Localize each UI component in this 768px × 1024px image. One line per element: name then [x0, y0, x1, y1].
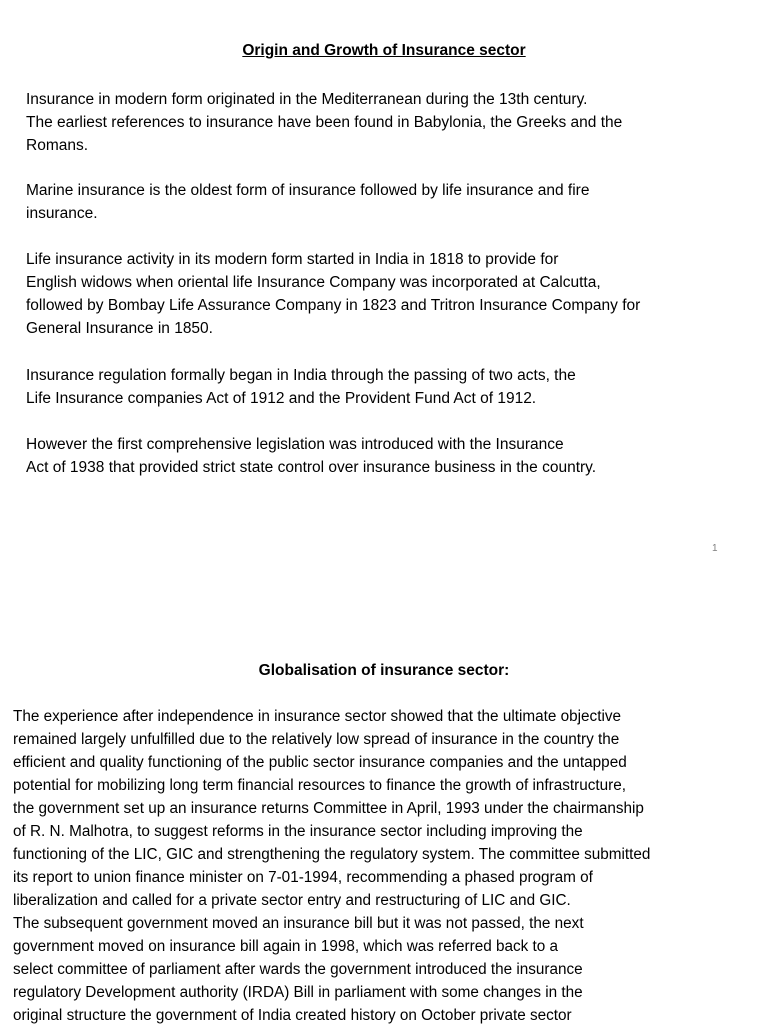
paragraph-marine-insurance: Marine insurance is the oldest form of insurance followed by life insurance and fire insurance. [26, 182, 590, 222]
slide-globalisation [0, 600, 768, 1024]
paragraph-origin: Insurance in modern form originated in the Mediterranean during the 13th century. The earliest references to insurance have been found in Babylonia, the Greeks and the Romans. [26, 91, 623, 154]
paragraph-insurance-regulation: Insurance regulation formally began in India through the passing of two acts, the Life Insurance companies Act of 1912 and the Provident Fund Act of 1912. [26, 367, 576, 407]
paragraph-life-insurance-india: Life insurance activity in its modern form started in India in 1818 to provide for English widows when oriental life Insurance Company was incorporated at Calcutta, followed by Bombay Life Assurance Company in 1823 and Tritron Insurance Company for General Insurance in 1850. [26, 251, 641, 337]
slide-title: Origin and Growth of Insurance sector [242, 42, 526, 59]
paragraph-insurance-act-1938: However the first comprehensive legislation was introduced with the Insurance Act of 1938 that provided strict state control over insurance business in the country. [26, 436, 597, 476]
slide-title: Globalisation of insurance sector: [258, 662, 510, 679]
page-number: 1 [712, 543, 718, 554]
paragraph-globalisation: The experience after independence in insurance sector showed that the ultimate objective remained largely unfulfilled due to the relatively low spread of insurance in the country the efficient and quality functioning of the public sector insurance companies and the untapped potential for mobilizing long term financial resources to finance the growth of infrastructure, the government set up an insurance returns Committee in April, 1993 under the chairmanship of R. N. Malhotra, to suggest reforms in the insurance sector including improving the functioning of the LIC, GIC and strengthening the regulatory system. The committee submitted its report to union finance minister on 7-01-1994, recommending a phased program of liberalization and called for a private sector entry and restructuring of LIC and GIC. The subsequent government moved an insurance bill but it was not passed, the next government moved on insurance bill again in 1998, which was referred back to a select committee of parliament after wards the government introduced the insurance regulatory Development authority (IRDA) Bill in parliament with some changes in the original structure the government of India created history on October private sector [13, 708, 651, 1024]
